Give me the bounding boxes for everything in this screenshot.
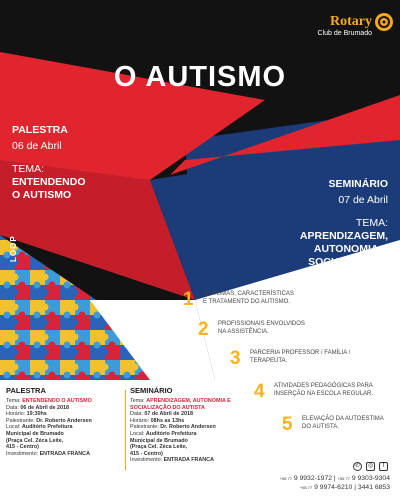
info-tema — [130, 398, 248, 411]
phone-separator: | — [352, 484, 358, 491]
palestra-block — [12, 124, 162, 202]
palestrante-value: Dr. Roberto Andersen — [160, 424, 216, 431]
list-item — [198, 318, 400, 344]
investimento-label: Investimento: — [130, 457, 164, 464]
data-label: Data: — [6, 404, 21, 411]
info-palestrante — [6, 418, 124, 425]
whatsapp-icon[interactable]: ✆ — [354, 463, 361, 469]
phone-line — [280, 483, 390, 492]
phone-separator: | — [332, 475, 338, 482]
seminario-topic: APRENDIZAGEM, AUTONOMIA E SOCIALIZAÇÃO DO AUTISTA — [299, 230, 388, 281]
investimento-label: Investimento: — [6, 450, 40, 457]
local-label: Local: — [130, 430, 146, 437]
list-number: 5 — [282, 414, 293, 435]
phone-ddd: +55 77 — [337, 476, 350, 481]
info-investimento — [6, 451, 124, 458]
data-label: Data: — [130, 411, 145, 418]
data-value: 06 de Abril de 2018 — [20, 404, 70, 411]
list-item — [230, 347, 400, 373]
facebook-icon[interactable]: f — [379, 462, 388, 471]
list-number: 3 — [230, 348, 241, 369]
seminario-kicker: SEMINÁRIO — [328, 178, 388, 190]
palestra-kicker: PALESTRA — [12, 124, 68, 136]
tema-value: APRENDIZAGEM, AUTONOMIA E SOCIALIZAÇÃO DO AUTISTA — [130, 398, 231, 411]
horario-value: 19:30hs — [26, 411, 47, 418]
palestra-tema-label: TEMA: — [12, 163, 45, 175]
investimento-value: ENTRADA FRANCA — [163, 457, 214, 464]
rotary-wheel-icon — [374, 12, 394, 32]
phone-ddd: +55 77 — [299, 485, 313, 490]
palestrante-label: Palestrante: — [6, 417, 37, 424]
club-name: Club de Brumado — [317, 30, 372, 37]
data-value: 07 de Abril de 2018 — [144, 411, 194, 418]
info-data — [130, 411, 248, 418]
phone-ddd: +55 77 — [279, 476, 292, 481]
local-value: Auditório Prefeitura Municipal de Brumado (Praça Cel. Zéca Leite, 415 - Centro) — [6, 424, 73, 451]
investimento-value: ENTRADA FRANCA — [39, 450, 90, 457]
seminario-block — [218, 178, 388, 282]
palestra-topic: ENTENDENDO O AUTISMO — [12, 176, 86, 201]
horario-label: Horário: — [6, 411, 27, 418]
loop-mark: LOOP — [9, 235, 18, 262]
tema-label: Tema: — [6, 398, 23, 404]
local-label: Local: — [6, 424, 22, 431]
info-tema — [6, 398, 124, 405]
horario-value: 08hs as 13hs — [150, 417, 185, 424]
phone-number: 3441 6853 — [357, 484, 390, 491]
horario-label: Horário: — [130, 417, 151, 424]
palestra-info — [6, 386, 124, 457]
info-local — [6, 424, 124, 450]
list-number: 4 — [254, 381, 265, 402]
page-title: O AUTISMO — [113, 61, 287, 93]
list-text: ELEVAÇÃO DA AUTOESTIMA DO AUTISTA. — [302, 416, 384, 430]
tema-label: Tema: — [130, 398, 147, 404]
seminario-date: 07 de Abril — [338, 194, 388, 206]
seminario-info — [130, 386, 248, 464]
phone-number: 9 9974-6210 — [314, 484, 353, 491]
palestra-info-heading: PALESTRA — [6, 386, 46, 395]
phone-line — [280, 474, 390, 483]
list-text: ATIVIDADES PEDAGÓGICAS PARA INSERÇÃO NA ESCOLA REGULAR. — [274, 383, 374, 397]
list-item — [254, 380, 400, 406]
info-horario — [6, 411, 124, 418]
list-item — [183, 288, 393, 314]
phone-number: 9 9932-1972 — [293, 475, 333, 482]
info-divider — [125, 390, 126, 470]
list-text: PROFISSIONAIS ENVOLVIDOS NA ASSISTÊNCIA. — [218, 321, 305, 335]
palestra-date: 06 de Abril — [12, 140, 62, 152]
social-icons — [353, 462, 388, 471]
phone-number: 9 9303-9304 — [351, 475, 390, 482]
info-horario — [130, 418, 248, 425]
info-data — [6, 405, 124, 412]
palestrante-value: Dr. Roberto Andersen — [36, 417, 92, 424]
info-palestrante — [130, 424, 248, 431]
list-item — [282, 413, 400, 439]
tema-value: ENTENDENDO O AUTISMO — [22, 398, 92, 404]
info-investimento — [130, 457, 248, 464]
seminario-tema-label: TEMA: — [355, 217, 388, 229]
list-number: 1 — [183, 289, 194, 310]
instagram-icon[interactable]: ◎ — [367, 463, 374, 469]
brand-name: Rotary — [330, 14, 372, 29]
list-text: PARCERIA PROFESSOR / FAMÍLIA / TERAPEUTA. — [250, 350, 351, 364]
rotary-logo — [318, 14, 372, 38]
list-text: SINTOMAS, CARACTERÍSTICAS E TRATAMENTO DO AUTISMO. — [203, 291, 294, 305]
local-value: Auditório Prefeitura Municipal de Brumado (Praça Cel. Zéca Leite, 415 - Centro) — [130, 430, 197, 457]
list-number: 2 — [198, 319, 209, 340]
phone-numbers — [280, 474, 390, 492]
seminario-info-heading: SEMINÁRIO — [130, 386, 173, 395]
info-local — [130, 431, 248, 457]
palestrante-label: Palestrante: — [130, 424, 161, 431]
